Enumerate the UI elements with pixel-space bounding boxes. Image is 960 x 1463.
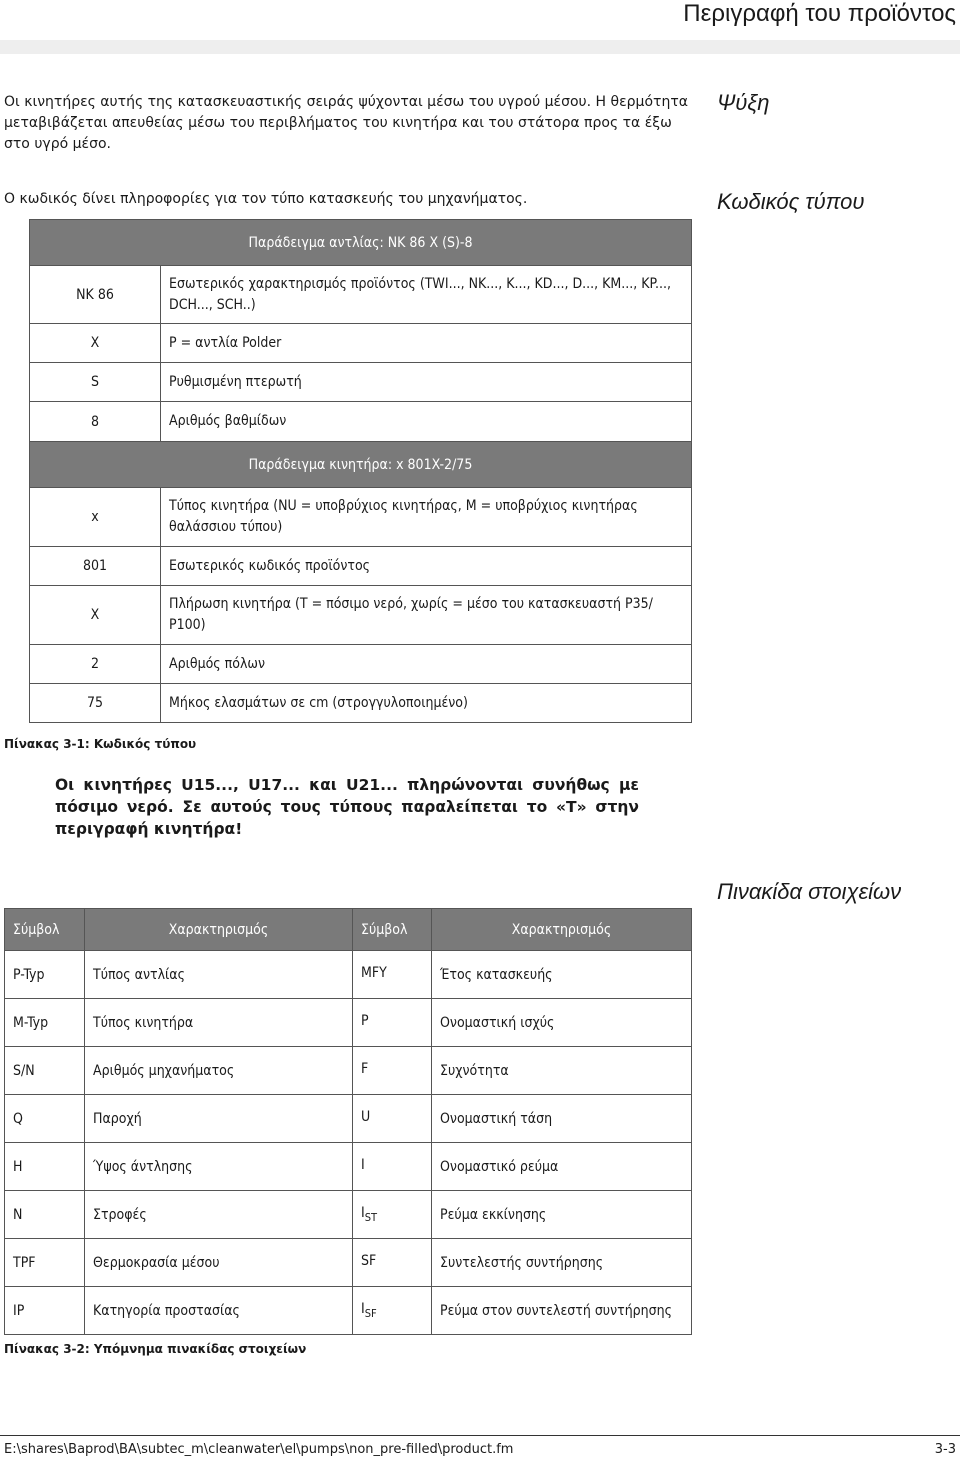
symbol-cell (5, 1143, 85, 1191)
code-cell: 8 (30, 402, 161, 442)
description-cell-text: Θερμοκρασία μέσου (93, 1254, 220, 1271)
description-cell (85, 1047, 353, 1095)
desc-cell: Αριθμός πόλων (161, 645, 692, 684)
motor-example-header: Παράδειγμα κινητήρα: x 801X-2/75 (30, 442, 692, 488)
description-cell (85, 1239, 353, 1287)
table-row (5, 1191, 692, 1239)
table-row (30, 586, 692, 645)
table-row (5, 1143, 692, 1191)
description-cell-text: Συχνότητα (440, 1062, 509, 1079)
description-cell (432, 1287, 692, 1335)
symbol-cell-text: I (361, 1157, 365, 1174)
table-row (30, 488, 692, 547)
code-cell: 801 (30, 547, 161, 586)
symbol-cell-text: M-Typ (13, 1014, 49, 1031)
page-number: 3-3 (934, 1442, 956, 1457)
symbol-cell (353, 1287, 432, 1335)
description-cell (85, 951, 353, 999)
symbol-cell-text: F (361, 1061, 369, 1078)
desc-cell: Πλήρωση κινητήρα (T = πόσιμο νερό, χωρίς = μέσο του κατασκευαστή P35/ P100) (161, 586, 692, 645)
symbol-cell-text: SF (361, 1253, 377, 1270)
symbol-cell-text: TPF (13, 1254, 36, 1271)
table-row (30, 645, 692, 684)
type-code-intro: Ο κωδικός δίνει πληροφορίες για τον τύπο κατασκευής του μηχανήματος. (4, 191, 528, 207)
description-cell-text: Παροχή (93, 1110, 142, 1127)
type-code-table (29, 219, 692, 723)
code-cell: X (30, 586, 161, 645)
table-row (30, 547, 692, 586)
description-cell-text: Τύπος αντλίας (93, 966, 185, 983)
symbol-cell-text: U (361, 1109, 371, 1126)
description-cell-text: Ονομαστικό ρεύμα (440, 1158, 559, 1175)
symbol-cell-text: IP (13, 1302, 25, 1319)
page-title: Περιγραφή του προϊόντος (683, 0, 956, 27)
symbol-cell (5, 1287, 85, 1335)
footer-file-path: E:\shares\Baprod\BA\subtec_m\cleanwater\el\pumps\non_pre-filled\product.fm (4, 1442, 514, 1457)
nameplate-heading: Πινακίδα στοιχείων (717, 879, 902, 904)
motor-example-header-row (30, 442, 692, 488)
symbol-cell-text: N (13, 1206, 23, 1223)
symbol-cell (5, 1191, 85, 1239)
symbol-cell (353, 999, 432, 1047)
table-row (30, 363, 692, 402)
desc-cell: Μήκος ελασμάτων σε cm (στρογγυλοποιημένο) (161, 684, 692, 723)
code-cell: NK 86 (30, 266, 161, 324)
table-row (30, 266, 692, 324)
symbol-cell-text: I (361, 1301, 365, 1318)
desc-cell: Αριθμός βαθμίδων (161, 402, 692, 442)
description-cell (85, 999, 353, 1047)
column-header: Χαρακτηρισμός (432, 909, 692, 951)
symbol-cell (353, 1047, 432, 1095)
symbol-cell (353, 1143, 432, 1191)
type-code-heading: Κωδικός τύπου (717, 189, 865, 214)
desc-cell: Εσωτερικός κωδικός προϊόντος (161, 547, 692, 586)
symbol-cell (353, 1239, 432, 1287)
symbol-cell-text: P-Typ (13, 966, 45, 983)
description-cell-text: Αριθμός μηχανήματος (93, 1062, 235, 1079)
description-cell (432, 1095, 692, 1143)
description-cell (85, 1191, 353, 1239)
nameplate-table (4, 908, 692, 1335)
table-row (5, 1287, 692, 1335)
desc-cell: Τύπος κινητήρα (NU = υποβρύχιος κινητήρας, M = υποβρύχιος κινητήρας θαλάσσιου τύπου) (161, 488, 692, 547)
description-cell (432, 1143, 692, 1191)
description-cell-text: Ονομαστική τάση (440, 1110, 553, 1127)
description-cell-text: Ονομαστική ισχύς (440, 1014, 555, 1031)
cooling-text: Οι κινητήρες αυτής της κατασκευαστικής σειράς ψύχονται μέσω του υγρού μέσου. Η θερμότητα μεταβιβάζεται απευθείας μέσω του περιβλήματος του κινητήρα και του στάτορα προς τα έξω στο υγρό μέσο. (4, 94, 688, 152)
description-cell (432, 1191, 692, 1239)
description-cell (85, 1143, 353, 1191)
description-cell (432, 1047, 692, 1095)
symbol-cell-text: P (361, 1013, 369, 1030)
description-cell-text: Ρεύμα στον συντελεστή συντήρησης (440, 1302, 673, 1319)
description-cell-text: Έτος κατασκευής (440, 966, 553, 983)
code-cell: x (30, 488, 161, 547)
pump-example-header-row (30, 220, 692, 266)
table-row (30, 324, 692, 363)
description-cell-text: Συντελεστής συντήρησης (440, 1254, 604, 1271)
table-row (5, 1047, 692, 1095)
symbol-cell (5, 1047, 85, 1095)
type-code-caption: Πίνακας 3-1: Κωδικός τύπου (4, 737, 197, 751)
nameplate-caption: Πίνακας 3-2: Υπόμνημα πινακίδας στοιχείων (4, 1342, 307, 1356)
symbol-cell (353, 951, 432, 999)
code-cell: S (30, 363, 161, 402)
motor-filling-note: Οι κινητήρες U15..., U17... και U21... πληρώνονται συνήθως με πόσιμο νερό. Σε αυτούς τους τύπους παραλείπεται το «T» στην περιγραφή κινητήρα! (55, 776, 639, 838)
symbol-cell (5, 1095, 85, 1143)
description-cell-text: Ύψος άντλησης (93, 1158, 193, 1175)
column-header: Χαρακτηρισμός (85, 909, 353, 951)
symbol-subscript: SF (364, 1306, 377, 1320)
table-row (5, 999, 692, 1047)
nameplate-header-row (5, 909, 692, 951)
description-cell (432, 1239, 692, 1287)
footer-rule (0, 1435, 960, 1436)
description-cell-text: Στροφές (93, 1206, 147, 1223)
description-cell (85, 1095, 353, 1143)
description-cell (432, 999, 692, 1047)
symbol-cell (353, 1095, 432, 1143)
description-cell-text: Τύπος κινητήρα (93, 1014, 194, 1031)
symbol-cell (5, 999, 85, 1047)
symbol-cell-text: S/N (13, 1062, 35, 1079)
table-row (5, 1095, 692, 1143)
symbol-cell-text: I (361, 1205, 365, 1222)
description-cell-text: Κατηγορία προστασίας (93, 1302, 240, 1319)
table-row (30, 402, 692, 442)
pump-example-header: Παράδειγμα αντλίας: NK 86 X (S)-8 (30, 220, 692, 266)
symbol-cell (353, 1191, 432, 1239)
code-cell: 2 (30, 645, 161, 684)
column-header: Σύμβολ (353, 909, 432, 951)
symbol-cell (5, 1239, 85, 1287)
desc-cell: Εσωτερικός χαρακτηρισμός προϊόντος (TWI..., NK..., K..., KD..., D..., KM..., KP..., DCH..., SCH..) (161, 266, 692, 324)
table-row (5, 1239, 692, 1287)
table-row (5, 951, 692, 999)
column-header: Σύμβολ (5, 909, 85, 951)
desc-cell: P = αντλία Polder (161, 324, 692, 363)
description-cell (85, 1287, 353, 1335)
symbol-cell-text: Q (13, 1110, 23, 1127)
desc-cell: Ρυθμισμένη πτερωτή (161, 363, 692, 402)
description-cell (432, 951, 692, 999)
table-row (30, 684, 692, 723)
symbol-cell-text: MFY (361, 965, 387, 982)
symbol-cell (5, 951, 85, 999)
symbol-cell-text: H (13, 1158, 23, 1175)
cooling-heading: Ψύξη (717, 90, 770, 115)
code-cell: X (30, 324, 161, 363)
code-cell: 75 (30, 684, 161, 723)
symbol-subscript: ST (364, 1210, 378, 1224)
header-rule (0, 40, 960, 54)
description-cell-text: Ρεύμα εκκίνησης (440, 1206, 547, 1223)
